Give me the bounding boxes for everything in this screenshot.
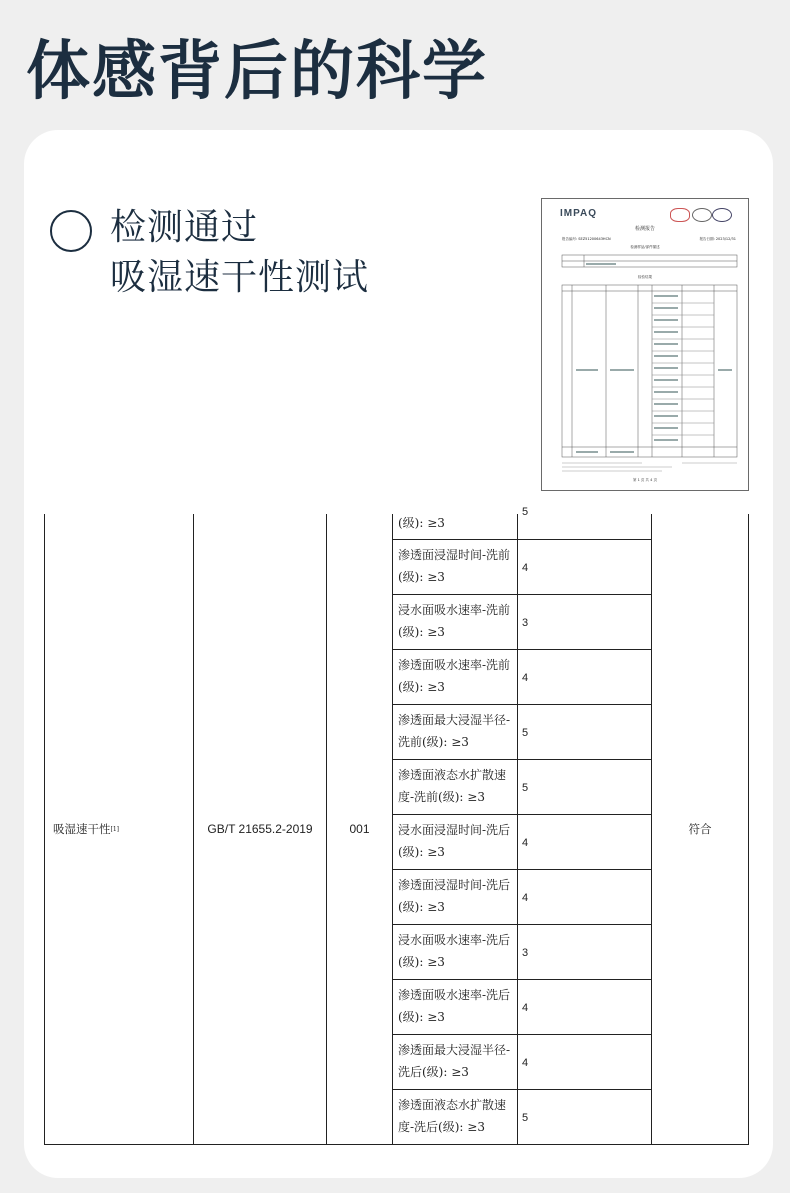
report-page-footer: 第 1 页 共 4 页: [632, 478, 658, 482]
row-divider: [392, 759, 652, 760]
row-divider: [392, 704, 652, 705]
report-date: 报告日期: 2023/12/31: [699, 237, 736, 241]
row-divider: [392, 539, 652, 540]
report-number: 报告编号: SEZ51200643HCN: [562, 237, 611, 241]
test-item-name: 吸湿速干性: [53, 822, 111, 836]
row-divider: [392, 979, 652, 980]
table-row-label: 渗透面最大浸湿半径-洗后(级): ≥3: [398, 1043, 511, 1079]
heading-line-2: 吸湿速干性测试: [110, 257, 370, 298]
table-row-label: 渗透面浸湿时间-洗前(级): ≥3: [398, 548, 511, 584]
table-row-label: 浸水面吸水速率-洗后(级): ≥3: [398, 933, 511, 969]
table-row-result: 4: [522, 892, 529, 904]
row-divider: [392, 814, 652, 815]
heading-line-1: 检测通过: [110, 207, 259, 248]
table-row-label: 渗透面吸水速率-洗前(级): ≥3: [398, 658, 511, 694]
table-row-result: 3: [522, 617, 529, 629]
row-divider: [392, 649, 652, 650]
table-row-result: 4: [522, 562, 529, 574]
cma-seal-icon: [670, 208, 690, 222]
cnas-seal-icon: [712, 208, 732, 222]
table-row-label: 渗透面液态水扩散速度-洗后(级): ≥3: [398, 1098, 507, 1134]
report-subtitle: 检测样品/部件描述: [630, 245, 660, 249]
table-row-label: 渗透面浸湿时间-洗后(级): ≥3: [398, 878, 511, 914]
table-row-label: 渗透面最大浸湿半径-洗前(级): ≥3: [398, 713, 511, 749]
standard-cell: GB/T 21655.2-2019: [207, 822, 313, 836]
table-divider: [392, 514, 393, 1144]
report-table-lines: [542, 199, 748, 490]
row-divider: [392, 594, 652, 595]
table-row-result: 5: [522, 727, 529, 739]
results-table: [44, 506, 749, 1145]
row-divider: [392, 1089, 652, 1090]
test-report-thumbnail: [541, 198, 749, 491]
table-row-result: 4: [522, 672, 529, 684]
sample-cell: 001: [349, 822, 370, 836]
row-divider: [392, 1034, 652, 1035]
table-row-label: 渗透面吸水速率-洗后(级): ≥3: [398, 988, 511, 1024]
test-item-note: [1]: [110, 825, 119, 833]
table-row-result: 4: [522, 837, 529, 849]
table-row-label: (级): ≥3: [398, 516, 445, 530]
table-row-label: 浸水面浸湿时间-洗后(级): ≥3: [398, 823, 511, 859]
test-item-cell: [45, 514, 201, 1144]
report-results-title: 检验结果: [638, 275, 652, 279]
report-logo: IMPAQ: [560, 208, 598, 219]
table-row-result: 3: [522, 947, 529, 959]
table-row-result: 5: [522, 782, 529, 794]
table-row-result: 4: [522, 1002, 529, 1014]
table-row-result: 4: [522, 1057, 529, 1069]
table-row-result: 5: [522, 1112, 529, 1124]
report-title: 检测报告: [634, 226, 655, 232]
content-card: [24, 130, 773, 1178]
circle-icon: [50, 210, 92, 252]
page-title: 体感背后的科学: [26, 35, 488, 109]
ilac-seal-icon: [692, 208, 712, 222]
table-row-result: 5: [522, 506, 529, 518]
conclusion-cell: 符合: [688, 822, 712, 836]
row-divider: [392, 924, 652, 925]
row-divider: [392, 869, 652, 870]
table-row-label: 渗透面液态水扩散速度-洗前(级): ≥3: [398, 768, 507, 804]
table-row-label: 浸水面吸水速率-洗前(级): ≥3: [398, 603, 511, 639]
